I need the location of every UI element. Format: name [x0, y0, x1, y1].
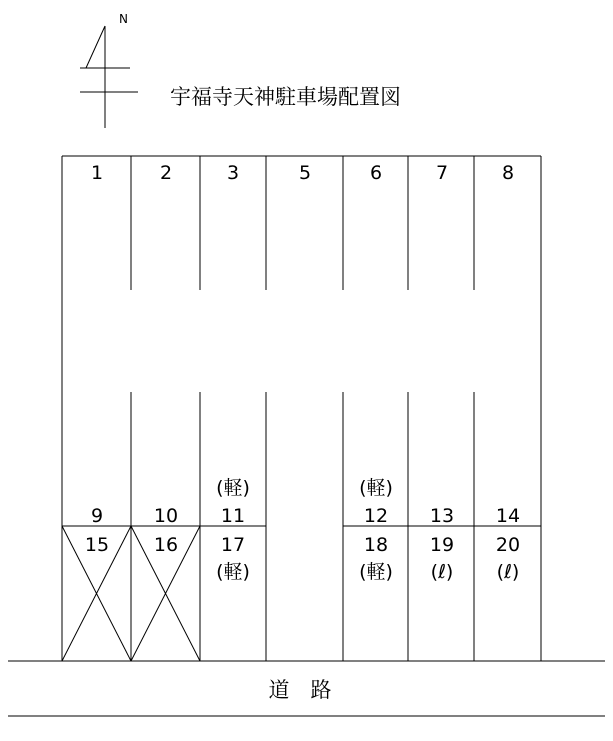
- space-number: 9: [90, 505, 104, 527]
- kei-car-note: (軽): [216, 561, 250, 583]
- kei-car-note: (軽): [216, 477, 250, 499]
- space-number: 3: [226, 162, 240, 184]
- space-number: 17: [220, 534, 246, 556]
- space-number: 15: [84, 534, 110, 556]
- space-number: 14: [495, 505, 521, 527]
- kei-car-note: (軽): [359, 561, 393, 583]
- space-number: 2: [159, 162, 173, 184]
- space-number: 18: [363, 534, 389, 556]
- lot-outline: [62, 156, 541, 661]
- road-label: 道 路: [268, 678, 332, 702]
- kei-car-note: (軽): [359, 477, 393, 499]
- space-number: 11: [220, 505, 246, 527]
- diagram-title: 宇福寺天神駐車場配置図: [170, 85, 401, 109]
- north-arrow-icon: [80, 26, 138, 128]
- space-number: 8: [501, 162, 515, 184]
- space-number: 19: [429, 534, 455, 556]
- space-number: 20: [495, 534, 521, 556]
- space-number: 12: [363, 505, 389, 527]
- space-number: 6: [369, 162, 383, 184]
- north-label: N: [119, 12, 128, 26]
- space-number: 16: [153, 534, 179, 556]
- space-number: 10: [153, 505, 179, 527]
- space-number: 7: [435, 162, 449, 184]
- space-number: 1: [90, 162, 104, 184]
- liter-note: (ℓ): [430, 561, 454, 583]
- liter-note: (ℓ): [496, 561, 520, 583]
- space-number: 5: [298, 162, 312, 184]
- bottom-dividers: [62, 392, 541, 661]
- space-number: 13: [429, 505, 455, 527]
